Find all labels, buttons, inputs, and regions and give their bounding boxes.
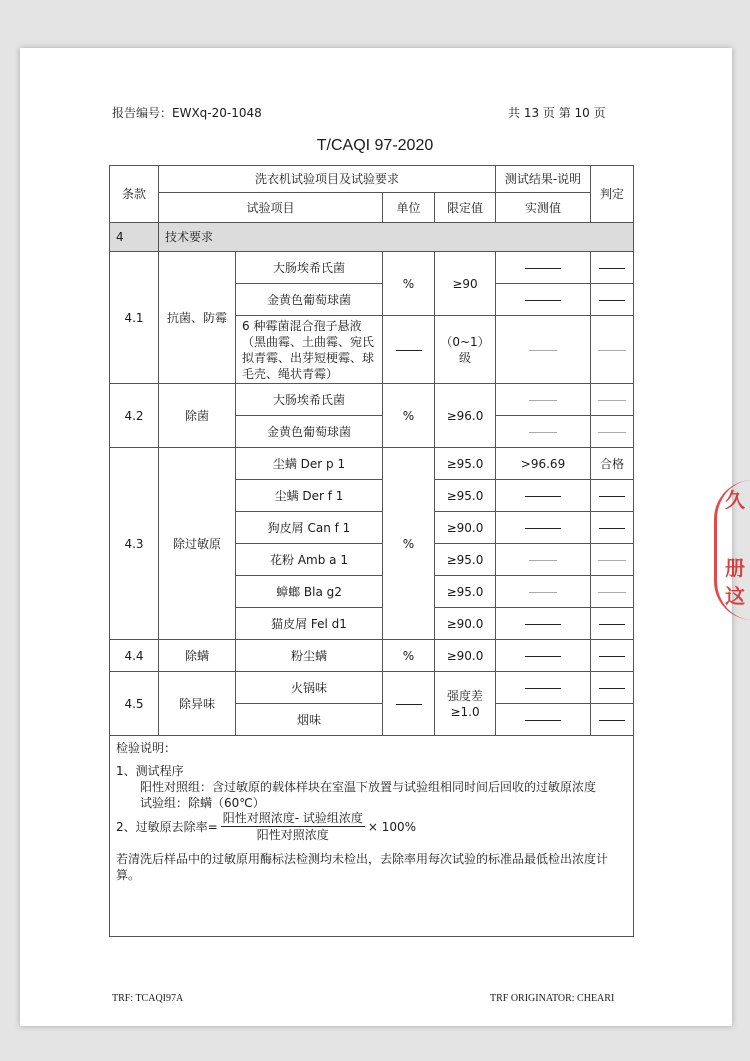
test-item: 蟑螂 Bla g2 [236,576,383,608]
footer-trf: TRF: TCAQI97A [112,993,184,1004]
result-empty [496,512,591,544]
test-item: 尘螨 Der f 1 [236,480,383,512]
limit: ≥90 [435,252,496,316]
judge-empty [591,512,634,544]
notes-step-1: 1、测试程序 [116,764,184,778]
limit: ≥95.0 [435,544,496,576]
formula-tail: × 100% [367,820,417,834]
section-number: 4 [110,223,159,252]
removal-rate-formula [116,811,627,843]
result-empty [496,284,591,316]
limit: （0~1）级 [435,316,496,384]
category-4-5: 除异味 [159,672,236,736]
formula-denominator: 阳性对照浓度 [256,828,329,842]
judge-empty [591,672,634,704]
header-group: 洗衣机试验项目及试验要求 [159,166,496,193]
test-item: 粉尘螨 [236,640,383,672]
limit: ≥90.0 [435,608,496,640]
result-empty [496,544,591,576]
measured-value: >96.69 [496,448,591,480]
test-result-table [109,165,634,937]
formula-lead: 2、过敏原去除率= [116,820,218,834]
header-measured: 实测值 [496,193,591,223]
limit: 强度差≥1.0 [435,672,496,736]
result-empty [496,672,591,704]
header-clause: 条款 [110,166,159,223]
unit: % [383,448,435,640]
limit: ≥96.0 [435,384,496,448]
limit: ≥90.0 [435,640,496,672]
judge-empty [591,608,634,640]
test-item: 火锅味 [236,672,383,704]
test-item: 6 种霉菌混合孢子悬液（黑曲霉、土曲霉、宛氏拟青霉、出芽短梗霉、球毛壳、绳状青霉） [236,316,383,384]
judge-empty [591,316,634,384]
notes-heading: 检验说明： [116,741,177,755]
red-seal-stamp: 久 册 这 [714,480,750,620]
test-item: 狗皮屑 Can f 1 [236,512,383,544]
judgement: 合格 [591,448,634,480]
test-item: 尘螨 Der p 1 [236,448,383,480]
limit: ≥95.0 [435,448,496,480]
judge-empty [591,416,634,448]
notes-test-group: 试验组：除螨（60℃） [140,796,265,810]
limit: ≥95.0 [435,576,496,608]
judge-empty [591,480,634,512]
formula-fraction [221,811,365,843]
unit: % [383,640,435,672]
result-empty [496,608,591,640]
header-limit: 限定值 [435,193,496,223]
header-result-group: 测试结果-说明 [496,166,591,193]
test-item: 猫皮屑 Fel d1 [236,608,383,640]
header-judge: 判定 [591,166,634,223]
clause-4-3: 4.3 [110,448,159,640]
header-unit: 单位 [383,193,435,223]
unit: % [383,252,435,316]
formula-numerator: 阳性对照浓度- 试验组浓度 [222,811,363,825]
test-item: 花粉 Amb a 1 [236,544,383,576]
result-empty [496,480,591,512]
clause-4-1: 4.1 [110,252,159,384]
test-item: 大肠埃希氏菌 [236,384,383,416]
section-label: 技术要求 [159,223,634,252]
clause-4-5: 4.5 [110,672,159,736]
judge-empty [591,704,634,736]
judge-empty [591,252,634,284]
judge-empty [591,544,634,576]
unit: % [383,384,435,448]
page-info: 共 13 页 第 10 页 [508,106,606,120]
result-empty [496,316,591,384]
result-empty [496,252,591,284]
header-item: 试验项目 [159,193,383,223]
result-empty [496,640,591,672]
notes-positive-control: 阳性对照组：含过敏原的载体样块在室温下放置与试验组相同时间后回收的过敏原浓度 [140,780,597,794]
result-empty [496,416,591,448]
notes-undetected: 若清洗后样品中的过敏原用酶标法检测均未检出，去除率用每次试验的标准品最低检出浓度计算。 [116,852,609,882]
judge-empty [591,640,634,672]
test-item: 烟味 [236,704,383,736]
category-4-1: 抗菌、防霉 [159,252,236,384]
unit-empty [383,672,435,736]
clause-4-4: 4.4 [110,640,159,672]
standard-title: T/CAQI 97-2020 [316,137,434,154]
category-4-4: 除螨 [159,640,236,672]
category-4-2: 除菌 [159,384,236,448]
judge-empty [591,384,634,416]
test-item: 金黄色葡萄球菌 [236,416,383,448]
test-notes [110,736,634,937]
report-number: 报告编号：EWXq-20-1048 [112,106,262,120]
category-4-3: 除过敏原 [159,448,236,640]
result-empty [496,704,591,736]
result-empty [496,384,591,416]
limit: ≥95.0 [435,480,496,512]
test-item: 金黄色葡萄球菌 [236,284,383,316]
unit-empty [383,316,435,384]
clause-4-2: 4.2 [110,384,159,448]
footer-originator: TRF ORIGINATOR: CHEARI [490,993,615,1004]
limit: ≥90.0 [435,512,496,544]
judge-empty [591,576,634,608]
result-empty [496,576,591,608]
judge-empty [591,284,634,316]
test-item: 大肠埃希氏菌 [236,252,383,284]
